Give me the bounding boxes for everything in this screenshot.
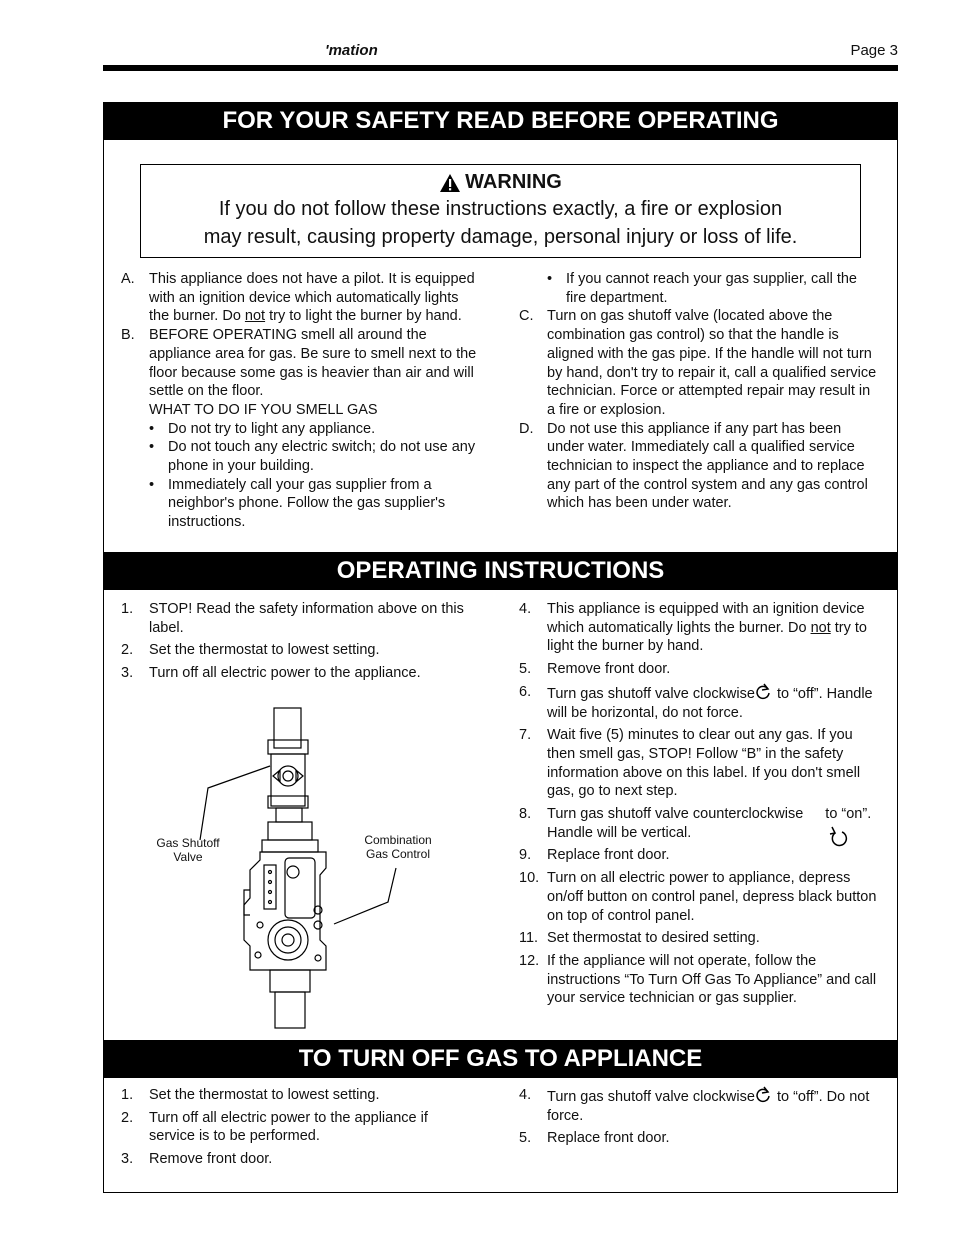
operating-step-9: 9. Replace front door. (519, 847, 670, 864)
gas-shutoff-valve-label: Gas Shutoff Valve (156, 836, 220, 864)
operating-step-7: 7. Wait five (5) minutes to clear out any gas. If you then smell gas, STOP! Follow “B” in the safety information above on this label. If you don't smell gas, go to next step. (519, 727, 861, 800)
item-text: BEFORE OPERATING smell all around the appliance area for gas. Be sure to smell next to the floor because some gas is heavier than air and will settle on the floor. WHAT TO DO IF YOU SMELL GAS • Do not try to light any appliance. • Do not touch any electric switch; do not use any phone in your building. • Immediately call your gas supplier from a neighbor's phone. Follow the gas supplier's instructions. (149, 326, 481, 532)
page-number: Page 3 (850, 42, 898, 59)
item-marker: C. (519, 308, 534, 325)
turnoff-step-2: 2. Turn off all electric power to the appliance if service is to be performed. (121, 1109, 428, 1145)
operating-right-column (519, 600, 881, 1012)
counterclockwise-arrow-icon (829, 825, 849, 847)
safety-item-b (121, 326, 481, 532)
turnoff-step-1: 1. Set the thermostat to lowest setting. (121, 1087, 380, 1103)
operating-step-4: 4. This appliance is equipped with an ignition device which automatically lights the burner. Do not try to light the burner by hand. (519, 601, 867, 655)
turnoff-left-column (121, 1086, 476, 1173)
operating-heading: OPERATING INSTRUCTIONS (103, 552, 898, 590)
bullet-item: • If you cannot reach your gas supplier, call the fire department. (547, 271, 857, 306)
combination-gas-control-label: Combination Gas Control (364, 833, 432, 861)
item-marker: D. (519, 420, 534, 437)
safety-right-column (519, 270, 881, 513)
turnoff-right-column (519, 1086, 881, 1152)
operating-step-12: 12. If the appliance will not operate, follow the instructions “To Turn Off Gas To Appliance” and call your service technician or gas supplier. (519, 952, 877, 1007)
safety-left-column (121, 270, 481, 532)
turnoff-step-3: 3. Remove front door. (121, 1151, 273, 1168)
operating-step-6: 6. Turn gas shutoff valve clockwise to “off”. Handle will be horizontal, do not force. (519, 683, 873, 721)
warning-heading (141, 171, 860, 194)
item-text: This appliance does not have a pilot. It is equipped with an ignition device which automatically lights the burner. Do not try to light the burner by hand. (149, 271, 475, 325)
safety-item-c (519, 307, 881, 419)
item-text: Turn on gas shutoff valve (located above the combination gas control) so that the handle is aligned with the gas pipe. If the handle will not turn by hand, don't try to repair it, call a qualified service technician. Force or attempted repair may result in a fire or explosion. (547, 308, 877, 418)
warning-line-2: may result, causing property damage, personal injury or loss of life. (203, 226, 798, 248)
header-rule (103, 65, 898, 71)
bullet-item: • Immediately call your gas supplier from a neighbor's phone. Follow the gas supplier's instructions. (149, 476, 446, 531)
operating-step-2: 2. Set the thermostat to lowest setting. (121, 642, 380, 659)
bullet-item: • Do not touch any electric switch; do not use any phone in your building. (149, 439, 476, 475)
warning-title: WARNING (465, 171, 562, 193)
clockwise-arrow-icon (755, 683, 773, 701)
operating-step-8: 8. Turn gas shutoff valve counterclockwise to “on”. Handle will be vertical. (519, 805, 881, 842)
turn-off-gas-heading: TO TURN OFF GAS TO APPLIANCE (103, 1040, 898, 1078)
turnoff-step-4: 4. Turn gas shutoff valve clockwise to “off”. Do not force. (519, 1087, 870, 1124)
bullet-item: • Do not try to light any appliance. (149, 420, 376, 437)
warning-line-1: If you do not follow these instructions exactly, a fire or explosion (218, 198, 783, 220)
operating-left-column (121, 600, 476, 687)
warning-triangle-icon (439, 173, 461, 193)
clockwise-arrow-icon (755, 1086, 773, 1104)
operating-step-10: 10. Turn on all electric power to appliance, depress on/off button on control panel, depress black button on top of control panel. (519, 870, 877, 924)
item-marker: B. (121, 327, 135, 344)
item-text: Do not use this appliance if any part has been under water. Immediately call a qualified service technician to inspect the appliance and to replace any part of the control system and any gas control which has been under water. (547, 420, 868, 512)
safety-heading: FOR YOUR SAFETY READ BEFORE OPERATING (103, 102, 898, 140)
item-marker: A. (121, 271, 135, 287)
operating-step-5: 5. Remove front door. (519, 661, 671, 678)
operating-step-1: 1. STOP! Read the safety information above on this label. (121, 601, 464, 636)
operating-step-11: 11. Set thermostat to desired setting. (519, 930, 760, 947)
safety-item-a (121, 270, 481, 326)
gas-valve-illustration (140, 700, 440, 1032)
turnoff-step-5: 5. Replace front door. (519, 1130, 670, 1147)
operating-step-3: 3. Turn off all electric power to the appliance. (121, 665, 421, 682)
header-title-fragment: 'mation (325, 42, 378, 59)
safety-item-d (519, 420, 881, 514)
smell-gas-subhead: WHAT TO DO IF YOU SMELL GAS (149, 401, 378, 418)
warning-box (140, 164, 861, 258)
